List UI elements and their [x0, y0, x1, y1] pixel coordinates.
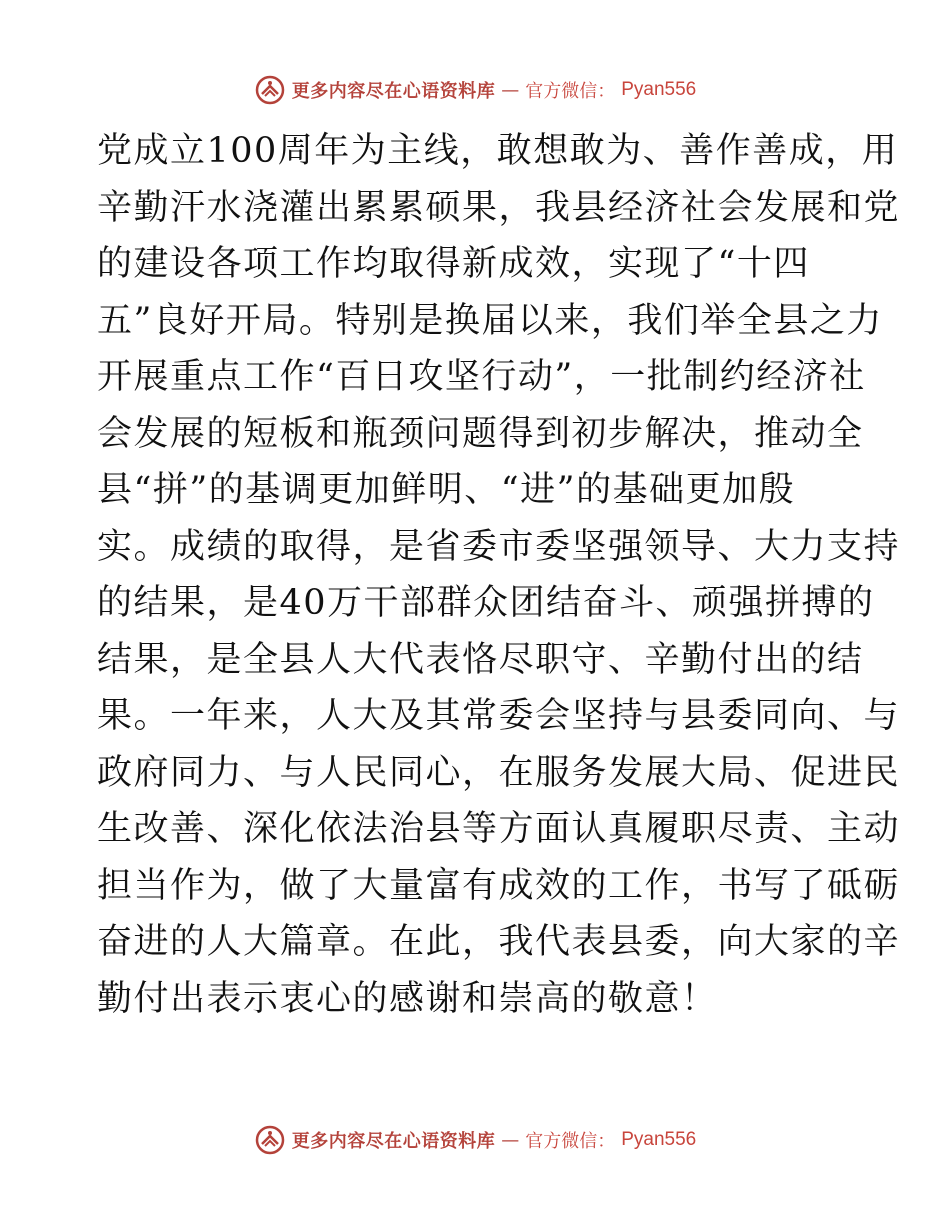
body-line-10: 结果，是全县人大代表恪尽职守、辛勤付出的结 — [97, 639, 864, 680]
body-line-3: 的建设各项工作均取得新成效，实现了“十四 — [97, 244, 810, 284]
banner-separator: — — [501, 1129, 520, 1151]
body-line-6: 会发展的短板和瓶颈问题得到初步解决，推动全 — [97, 413, 864, 454]
body-line-12: 政府同力、与人民同心，在服务发展大局、促进民 — [97, 752, 901, 793]
book-pen-logo-icon — [254, 1124, 286, 1156]
site-name-text: 更多内容尽在心语资料库 — [291, 81, 496, 102]
site-name-text: 更多内容尽在心语资料库 — [291, 1131, 496, 1152]
body-line-5: 开展重点工作“百日攻坚行动”，一批制约经济社 — [97, 357, 866, 397]
book-pen-logo-icon — [254, 74, 286, 106]
body-line-14: 担当作为，做了大量富有成效的工作，书写了砥砺 — [97, 865, 901, 906]
body-line-16: 勤付出表示衷心的感谢和崇高的敬意！ — [97, 978, 718, 1019]
body-line-2: 辛勤汗水浇灌出累累硕果，我县经济社会发展和党 — [97, 187, 901, 228]
wechat-id: Pyan556 — [621, 79, 697, 100]
document-body — [97, 123, 901, 1027]
body-line-8: 实。成绩的取得，是省委市委坚强领导、大力支持 — [97, 526, 901, 567]
body-line-13: 生改善、深化依法治县等方面认真履职尽责、主动 — [97, 809, 901, 849]
body-line-4: 五”良好开局。特别是换届以来，我们举全县之力 — [97, 300, 883, 341]
wechat-label: 官方微信： — [525, 81, 616, 102]
body-line-15: 奋进的人大篇章。在此，我代表县委，向大家的辛 — [97, 922, 901, 962]
body-line-9: 的结果，是40万干部群众团结奋斗、顽强拼搏的 — [97, 583, 875, 623]
wechat-id: Pyan556 — [621, 1129, 697, 1150]
body-line-7: 县“拼”的基调更加鲜明、“进”的基础更加殷 — [97, 470, 796, 510]
body-line-1: 党成立100周年为主线，敢想敢为、善作善成，用 — [97, 131, 899, 171]
banner-separator: — — [501, 79, 520, 101]
body-line-11: 果。一年来，人大及其常委会坚持与县委同向、与 — [97, 696, 901, 736]
header-banner — [0, 70, 950, 110]
wechat-label: 官方微信： — [525, 1131, 616, 1152]
footer-banner — [0, 1120, 950, 1160]
